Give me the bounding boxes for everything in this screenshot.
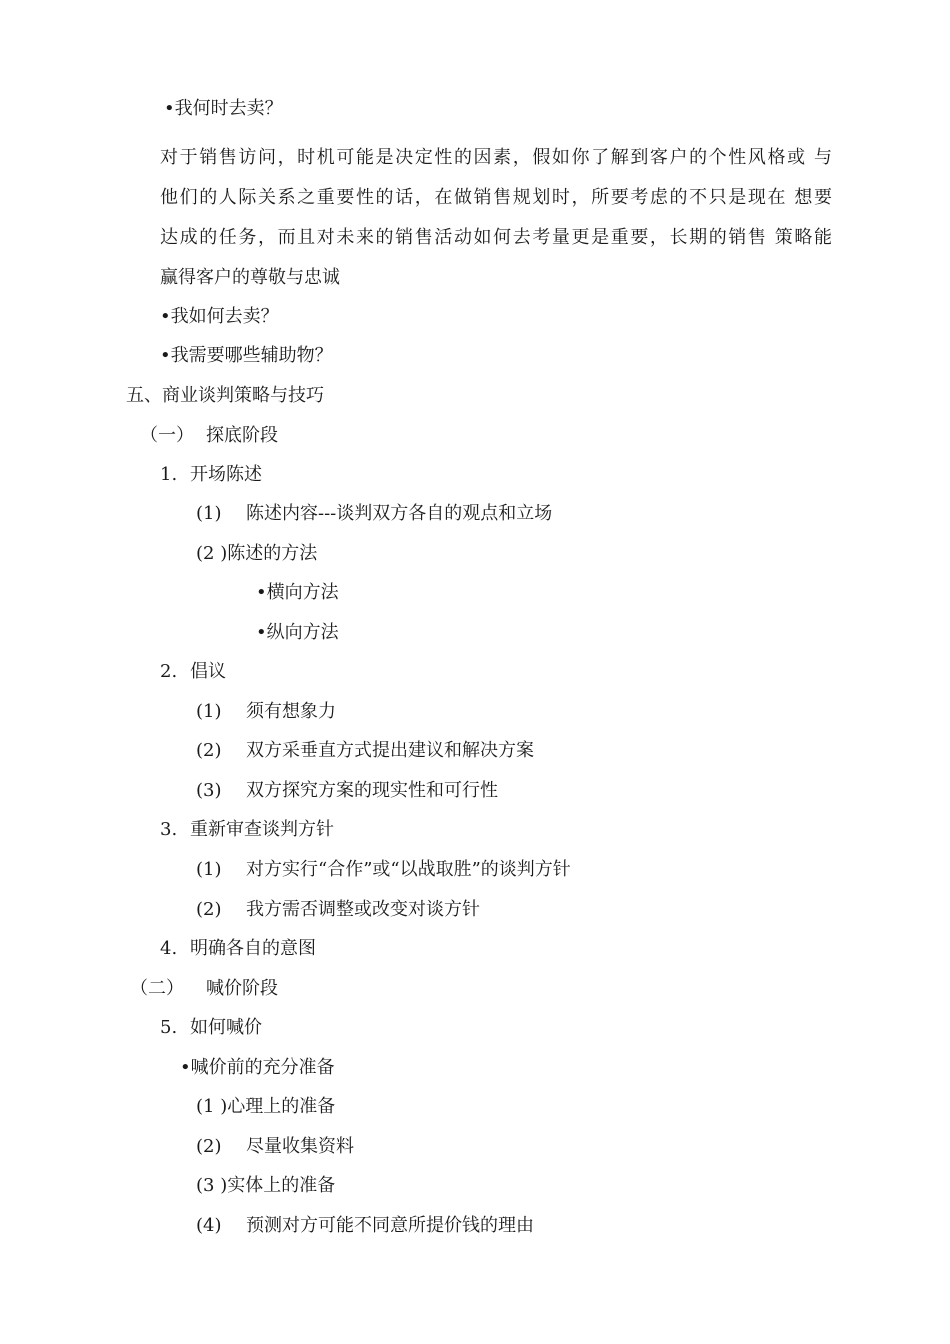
paragraph-line: 他们的人际关系之重要性的话，在做销售规划时，所要考虑的不只是现在 想要: [160, 187, 832, 208]
item-2-1-text: 须有想象力: [246, 701, 336, 722]
part-2-title: 喊价阶段: [206, 978, 278, 999]
item-5-4-text: 预测对方可能不同意所提价钱的理由: [246, 1215, 534, 1236]
item-3-marker: 3.: [160, 819, 178, 840]
item-3-2-marker: (2): [196, 899, 222, 920]
item-5-bullet: •喊价前的充分准备: [180, 1057, 335, 1078]
part-2-marker: （二）: [130, 978, 184, 999]
item-5-2-marker: (2): [196, 1136, 222, 1157]
item-1-heading: [160, 463, 262, 487]
section-heading-5: 五、商业谈判策略与技巧: [126, 385, 324, 406]
item-5-title: 如何喊价: [190, 1017, 262, 1038]
item-1-2: (2 )陈述的方法: [196, 543, 318, 564]
item-5-heading: [160, 1016, 262, 1040]
item-5-3: (3 )实体上的准备: [196, 1175, 336, 1196]
item-4-title: 明确各自的意图: [190, 938, 316, 959]
item-3-2-text: 我方需否调整或改变对谈方针: [246, 899, 480, 920]
part-1-title: 探底阶段: [206, 425, 278, 446]
item-3-title: 重新审查谈判方针: [190, 819, 334, 840]
question-how-to-sell: •我如何去卖？: [160, 306, 279, 327]
item-1-title: 开场陈述: [190, 464, 262, 485]
item-4-marker: 4.: [160, 938, 178, 959]
item-5-4-marker: (4): [196, 1215, 222, 1236]
item-5-2: [196, 1135, 354, 1159]
item-2-1-marker: (1): [196, 701, 222, 722]
question-aids: •我需要哪些辅助物？: [160, 345, 333, 366]
item-2-2-marker: (2): [196, 740, 222, 761]
part-1-heading: [140, 424, 278, 448]
item-3-heading: [160, 818, 334, 842]
item-2-title: 倡议: [190, 661, 226, 682]
question-when-to-sell: •我何时去卖？: [164, 98, 283, 119]
item-2-3: [196, 779, 498, 803]
item-2-3-marker: (3): [196, 780, 222, 801]
part-2-heading: [130, 977, 278, 1001]
item-2-marker: 2.: [160, 661, 178, 682]
paragraph-line: 赢得客户的尊敬与忠诚: [160, 267, 340, 288]
item-4-heading: [160, 937, 316, 961]
item-3-1: [196, 858, 571, 882]
item-2-2-text: 双方采垂直方式提出建议和解决方案: [246, 740, 534, 761]
item-1-2-bullet-horizontal: •横向方法: [256, 582, 339, 603]
item-3-2: [196, 898, 480, 922]
item-1-2-bullet-vertical: •纵向方法: [256, 622, 339, 643]
item-1-1-marker: (1): [196, 503, 222, 524]
paragraph-line: 达成的任务，而且对未来的销售活动如何去考量更是重要，长期的销售 策略能: [160, 227, 832, 248]
item-2-3-text: 双方探究方案的现实性和可行性: [246, 780, 498, 801]
item-1-1: [196, 502, 552, 526]
item-5-1: (1 )心理上的准备: [196, 1096, 336, 1117]
item-3-1-text: 对方实行“合作”或“以战取胜”的谈判方针: [246, 859, 571, 880]
part-1-marker: （一）: [140, 425, 194, 446]
item-2-1: [196, 700, 336, 724]
item-1-1-text: 陈述内容---谈判双方各自的观点和立场: [246, 503, 553, 524]
item-2-2: [196, 739, 534, 763]
item-5-marker: 5.: [160, 1017, 178, 1038]
item-5-2-text: 尽量收集资料: [246, 1136, 354, 1157]
paragraph-line: 对于销售访问，时机可能是决定性的因素，假如你了解到客户的个性风格或 与: [160, 147, 832, 168]
timing-paragraph: [160, 146, 832, 306]
item-3-1-marker: (1): [196, 859, 222, 880]
item-2-heading: [160, 660, 226, 684]
item-1-marker: 1.: [160, 464, 178, 485]
item-5-4: [196, 1214, 534, 1238]
